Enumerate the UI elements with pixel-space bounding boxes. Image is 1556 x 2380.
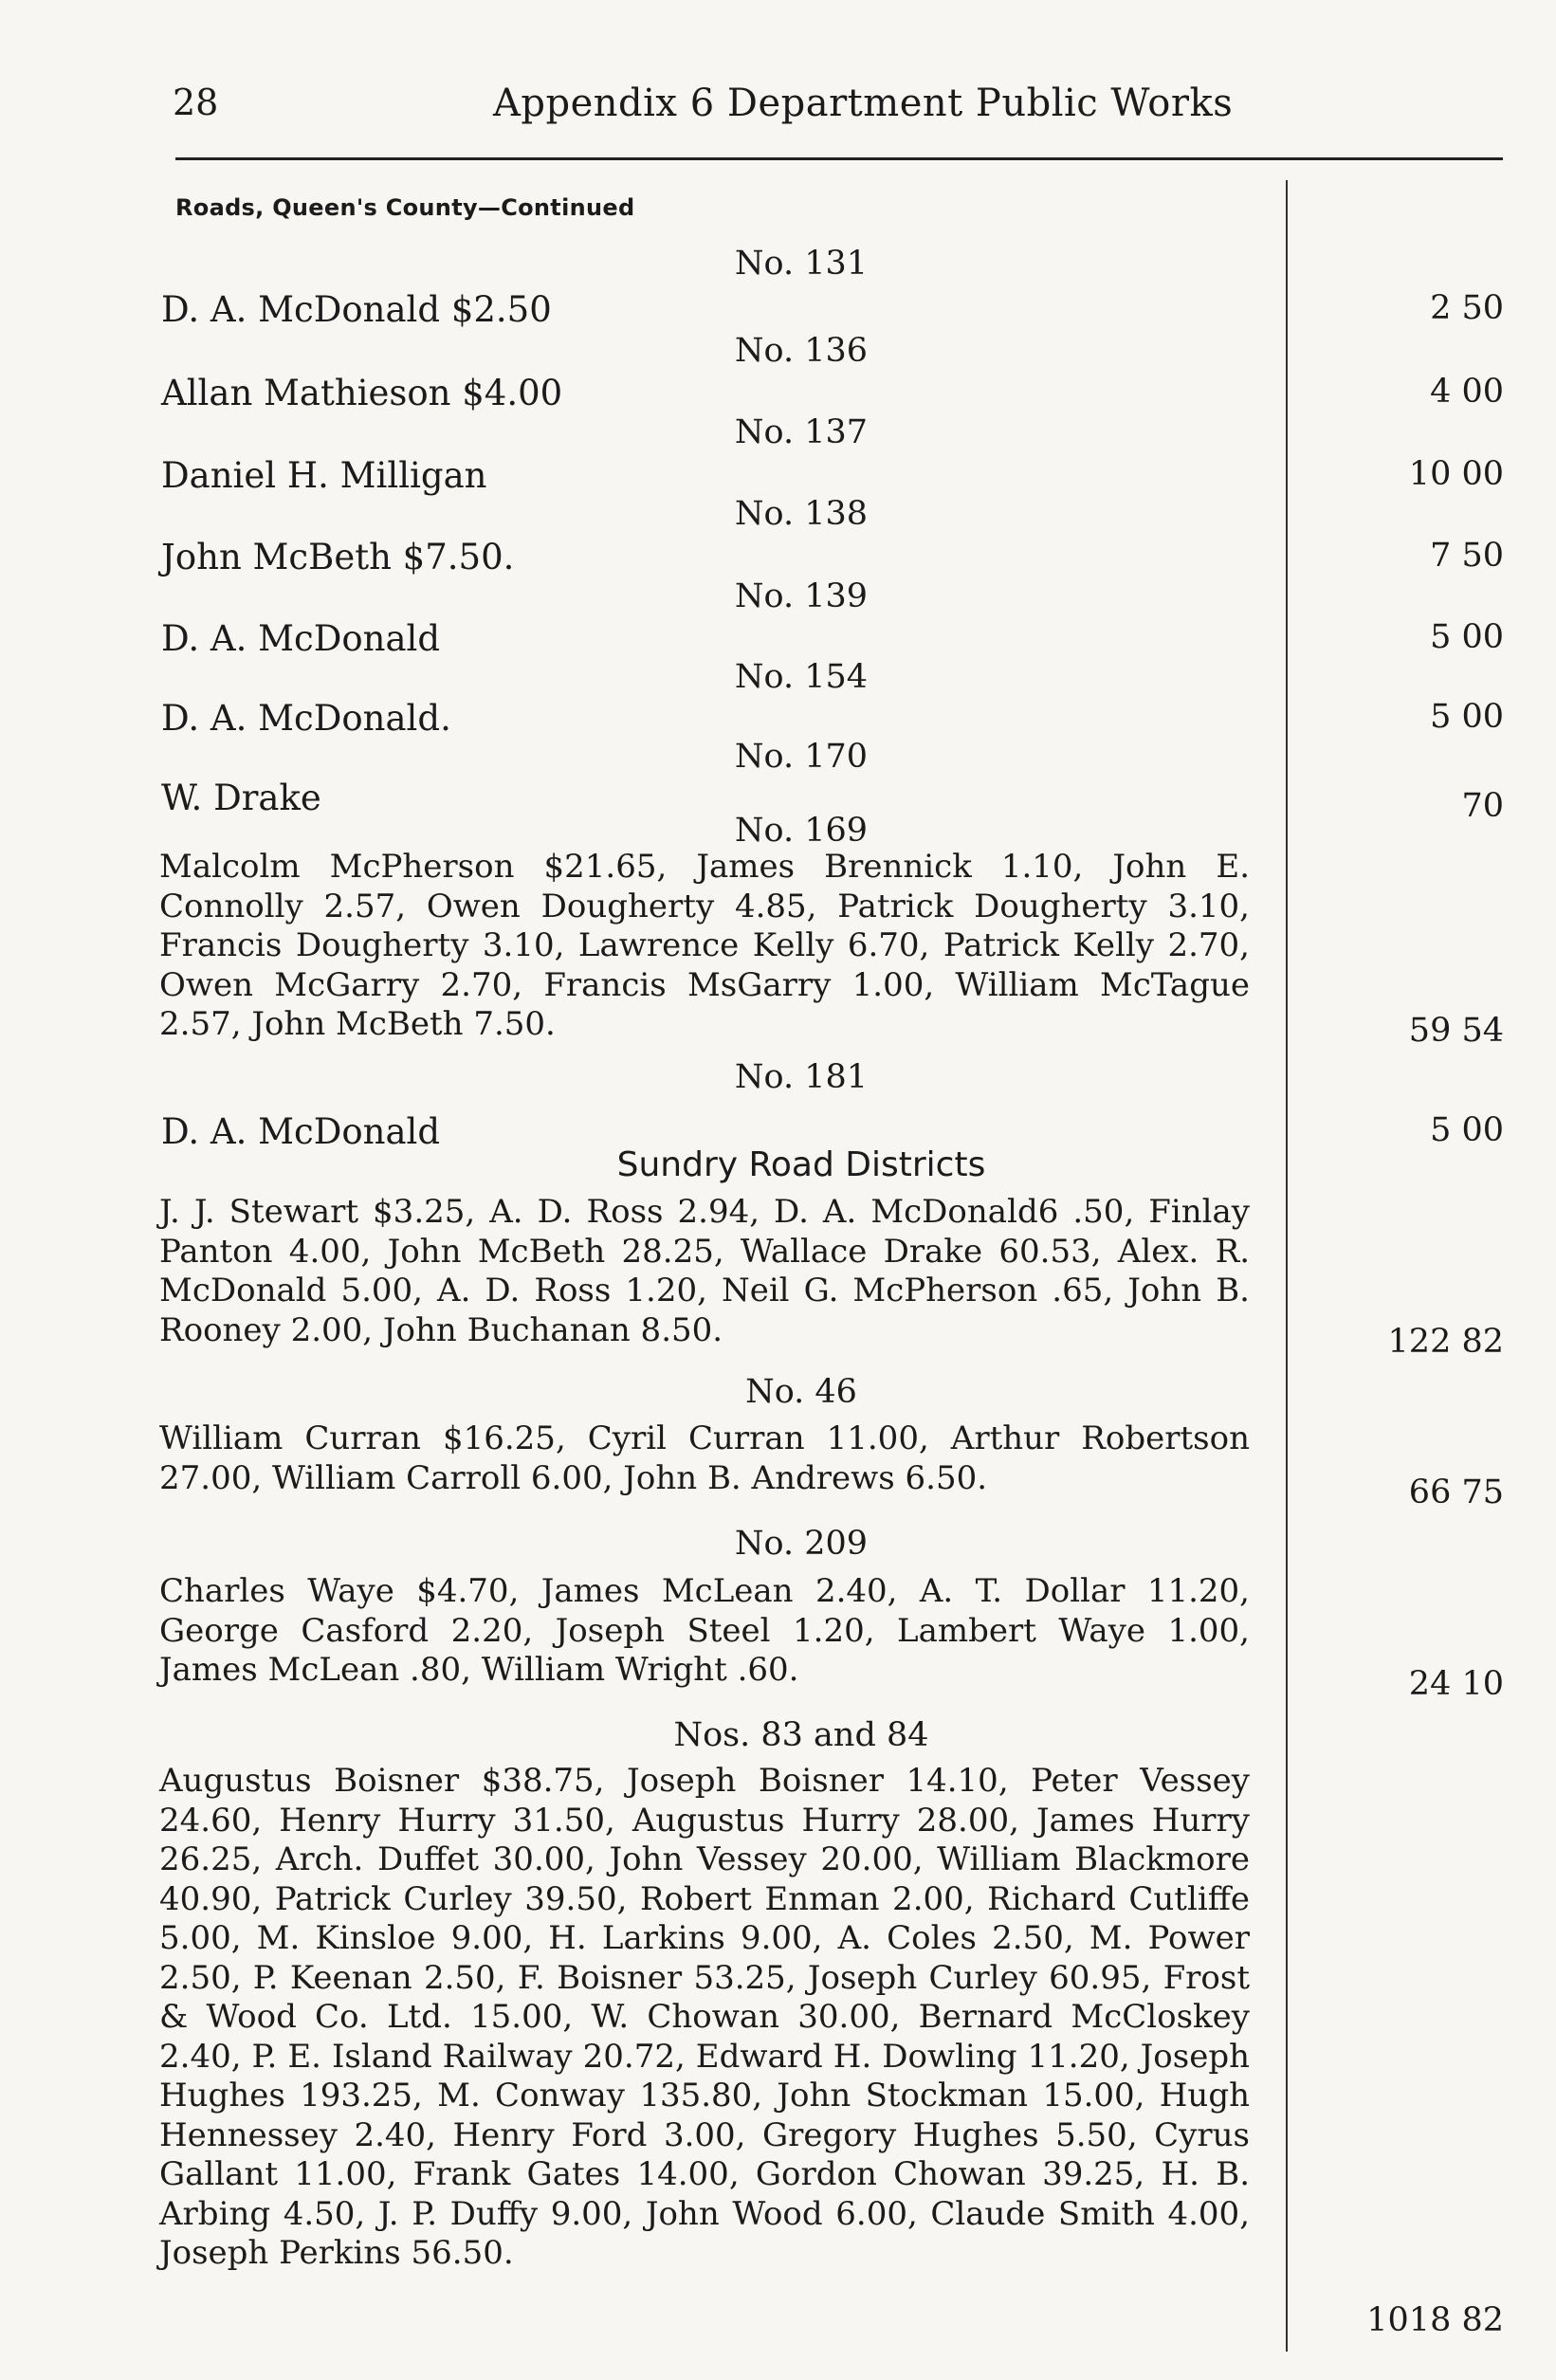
entry-heading: Nos. 83 and 84 <box>673 1716 929 1754</box>
entry-heading: No. 138 <box>734 495 869 533</box>
entry-amount: 59 54 <box>1408 1012 1504 1050</box>
entry-text: D. A. McDonald <box>161 618 441 659</box>
entry-heading: No. 209 <box>734 1525 869 1563</box>
entry-heading: Sundry Road Districts <box>616 1145 986 1184</box>
entry-paragraph: Augustus Boisner $38.75, Joseph Boisner 14.10, Peter Vessey 24.60, Henry Hurry 31.50, Augustus Hurry 28.00, James Hurry 26.25, Arch. Duffet 30.00, John Vessey 20.00, William Blackmore 40.90, Patrick Curley 39.50, Robert Enman 2.00, Richard Cutliffe 5.00, M. Kinsloe 9.00, H. Larkins 9.00, A. Coles 2.50, M. Power 2.50, P. Keenan 2.50, F. Boisner 53.25, Joseph Curley 60.95, Frost & Wood Co. Ltd. 15.00, W. Chowan 30.00, Bernard McCloskey 2.40, P. E. Island Railway 20.72, Edward H. Dowling 11.20, Joseph Hughes 193.25, M. Conway 135.80, John Stockman 15.00, Hugh Hennessey 2.40, Henry Ford 3.00, Gregory Hughes 5.50, Cyrus Gallant 11.00, Frank Gates 14.00, Gordon Chowan 39.25, H. B. Arbing 4.50, J. P. Duffy 9.00, John Wood 6.00, Claude Smith 4.00, Joseph Perkins 56.50. <box>159 1762 1250 2272</box>
entry-amount: 7 50 <box>1430 537 1504 575</box>
entry-amount: 5 00 <box>1430 698 1504 736</box>
entry-text: D. A. McDonald <box>161 1111 441 1152</box>
entry-text: John McBeth $7.50. <box>161 537 515 577</box>
entry-amount: 5 00 <box>1430 1111 1504 1149</box>
section-label: Roads, Queen's County—Continued <box>175 194 635 221</box>
header-rule <box>175 157 1503 160</box>
entry-heading: No. 46 <box>745 1373 857 1411</box>
entry-paragraph: Charles Waye $4.70, James McLean 2.40, A. T. Dollar 11.20, George Casford 2.20, Joseph Steel 1.20, Lambert Waye 1.00, James McLean .80, William Wright .60. <box>159 1572 1250 1689</box>
entry-amount: 24 10 <box>1408 1665 1504 1703</box>
running-head: Appendix 6 Department Public Works <box>493 82 1234 125</box>
entry-amount: 4 00 <box>1430 373 1504 411</box>
entry-text: Daniel H. Milligan <box>161 455 487 496</box>
entry-amount: 5 00 <box>1430 618 1504 656</box>
entry-amount: 10 00 <box>1408 455 1504 493</box>
page-number: 28 <box>173 82 219 123</box>
entry-heading: No. 137 <box>734 413 869 451</box>
entry-amount: 122 82 <box>1387 1323 1504 1361</box>
entry-text: D. A. McDonald. <box>161 698 451 739</box>
entry-amount: 70 <box>1461 787 1504 825</box>
entry-text: Allan Mathieson $4.00 <box>161 373 563 413</box>
amount-column-rule <box>1286 180 1288 2352</box>
entry-paragraph: William Curran $16.25, Cyril Curran 11.00, Arthur Robertson 27.00, William Carroll 6.00, John B. Andrews 6.50. <box>159 1419 1250 1497</box>
entry-heading: No. 139 <box>734 577 869 615</box>
entry-heading: No. 136 <box>734 332 869 370</box>
entry-amount: 2 50 <box>1430 289 1504 327</box>
entry-text: W. Drake <box>161 778 321 818</box>
page-header <box>161 76 1508 133</box>
entry-amount: 1018 82 <box>1366 2301 1504 2339</box>
entry-heading: No. 170 <box>734 738 869 776</box>
entry-amount: 66 75 <box>1408 1474 1504 1511</box>
entry-heading: No. 131 <box>734 245 869 283</box>
entry-heading: No. 181 <box>734 1058 869 1096</box>
entry-heading: No. 154 <box>734 658 869 696</box>
entry-text: D. A. McDonald $2.50 <box>161 289 552 330</box>
entry-heading: No. 169 <box>734 812 869 850</box>
entry-paragraph: J. J. Stewart $3.25, A. D. Ross 2.94, D. A. McDonald6 .50, Finlay Panton 4.00, John McBeth 28.25, Wallace Drake 60.53, Alex. R. McDonald 5.00, A. D. Ross 1.20, Neil G. McPherson .65, John B. Rooney 2.00, John Buchanan 8.50. <box>159 1193 1250 1349</box>
entry-paragraph: Malcolm McPherson $21.65, James Brennick 1.10, John E. Connolly 2.57, Owen Dougherty 4.85, Patrick Dougherty 3.10, Francis Dougherty 3.10, Lawrence Kelly 6.70, Patrick Kelly 2.70, Owen McGarry 2.70, Francis MsGarry 1.00, William McTague 2.57, John McBeth 7.50. <box>159 848 1250 1043</box>
